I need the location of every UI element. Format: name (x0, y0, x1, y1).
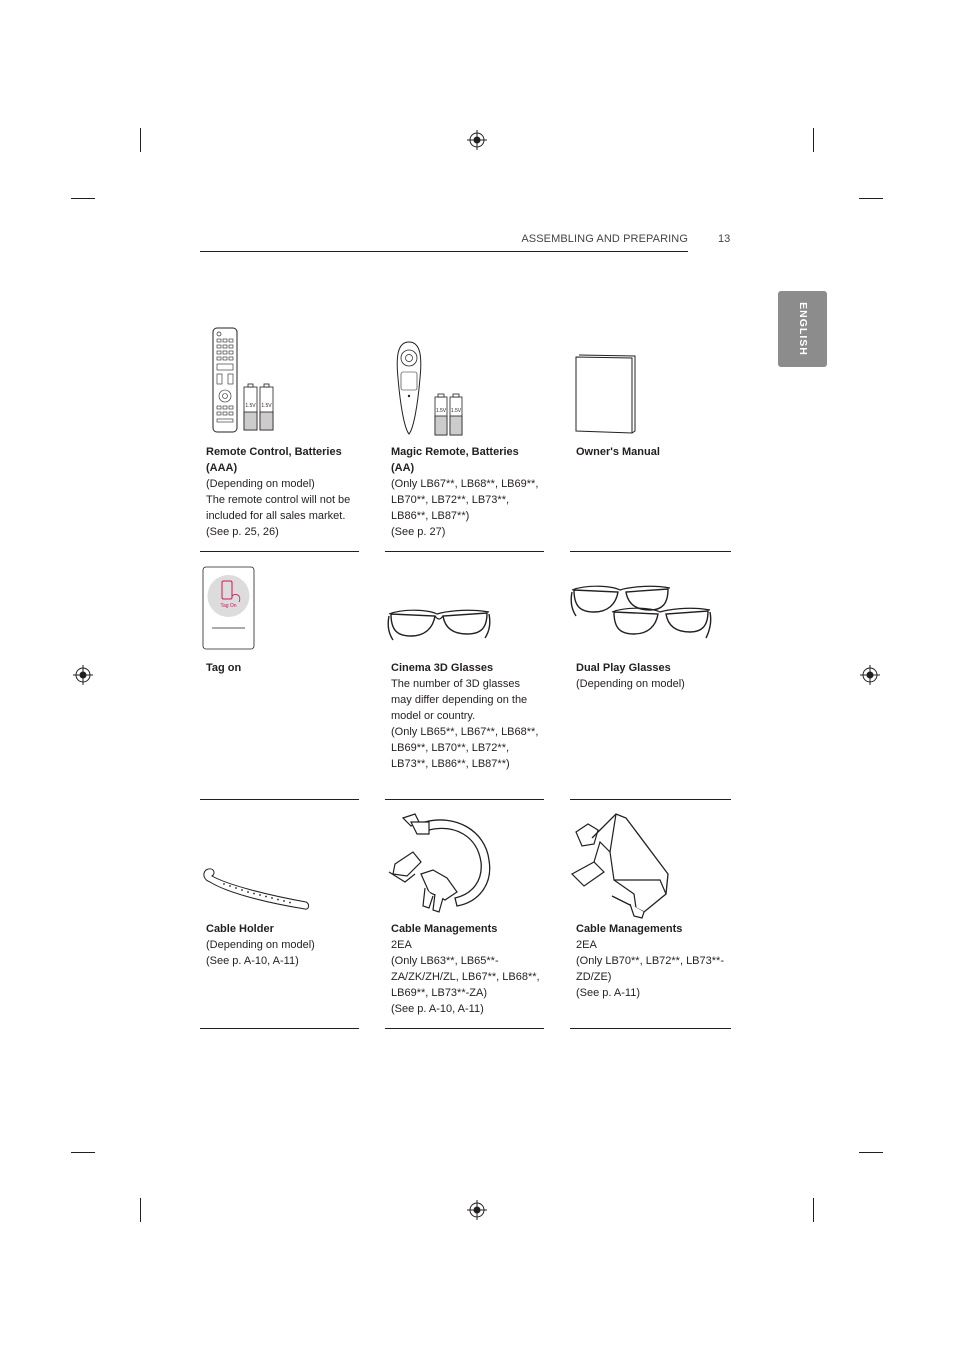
battery-label-1: 1.5V (245, 403, 256, 409)
item-description: The number of 3D glasses may differ depending on the model or country. (Only LB65**, LB67**, LB68**, LB69**, LB70**, LB72**, LB73**, LB86**, LB87**) (391, 678, 539, 770)
remote-control-illustration (210, 326, 290, 436)
magic-remote-illustration (393, 338, 473, 438)
language-tab (778, 291, 827, 367)
page-number: 13 (718, 233, 731, 245)
crop-mark-br-vertical (813, 1198, 814, 1222)
cable-management-clip-illustration (385, 812, 497, 916)
item-cinema-3d-glasses (385, 552, 544, 800)
item-rule (385, 1028, 544, 1029)
item-description: (Depending on model) (576, 678, 685, 690)
item-description: (Only LB67**, LB68**, LB69**, LB70**, LB72**, LB73**, LB86**, LB87**) (See p. 27) (391, 478, 539, 538)
item-rule (200, 1028, 359, 1029)
battery-label-2: 1.5V (261, 403, 272, 409)
item-description: 2EA (Only LB63**, LB65**-ZA/ZK/ZH/ZL, LB67**, LB68**, LB69**, LB73**-ZA) (See p. A-10, A-11) (391, 939, 540, 1015)
item-magic-remote (385, 320, 544, 552)
cable-holder-illustration (202, 864, 314, 914)
item-dual-play-glasses (570, 552, 729, 800)
item-title: Tag on (206, 662, 242, 674)
item-description: (Depending on model) The remote control will not be included for all sales market. (See p. 25, 26) (206, 478, 351, 538)
item-title: Cable Managements (576, 923, 683, 935)
item-title: Magic Remote, Batteries (AA) (391, 446, 519, 474)
item-cable-management-1 (385, 800, 544, 1029)
item-title: Owner's Manual (576, 446, 660, 458)
tag-on-illustration (202, 566, 258, 652)
crop-mark-tr-vertical (813, 128, 814, 152)
registration-mark-top (467, 130, 487, 150)
battery-label-1: 1.5V (435, 408, 447, 414)
crop-mark-tr-horizontal (859, 198, 883, 199)
item-owners-manual (570, 320, 729, 552)
item-remote-control (200, 320, 359, 552)
crop-mark-tl-horizontal (71, 198, 95, 199)
registration-mark-bottom (467, 1200, 487, 1220)
tag-on-label: Tag On (220, 603, 237, 609)
item-title: Dual Play Glasses (576, 662, 671, 674)
crop-mark-br-horizontal (859, 1152, 883, 1153)
dual-play-glasses-illustration (570, 580, 720, 650)
battery-label-2: 1.5V (450, 408, 462, 414)
item-cable-management-2 (570, 800, 729, 1029)
3d-glasses-illustration (385, 602, 495, 652)
crop-mark-tl-vertical (140, 128, 141, 152)
item-cable-holder (200, 800, 359, 1029)
cable-management-bracket-illustration (570, 812, 674, 920)
section-title: ASSEMBLING AND PREPARING (521, 233, 688, 245)
manual-book-illustration (574, 354, 640, 436)
crop-mark-bl-vertical (140, 1198, 141, 1222)
item-title: Remote Control, Batteries (AAA) (206, 446, 342, 474)
item-title: Cable Holder (206, 923, 274, 935)
item-description: (Depending on model) (See p. A-10, A-11) (206, 939, 315, 967)
header-rule (200, 251, 688, 252)
item-rule (570, 1028, 731, 1029)
registration-mark-left (73, 665, 93, 685)
language-tab-label: ENGLISH (796, 302, 809, 356)
crop-mark-bl-horizontal (71, 1152, 95, 1153)
item-title: Cable Managements (391, 923, 498, 935)
item-description: 2EA (Only LB70**, LB72**, LB73**-ZD/ZE) (See p. A-11) (576, 939, 724, 999)
item-title: Cinema 3D Glasses (391, 662, 494, 674)
item-tag-on (200, 552, 359, 800)
registration-mark-right (860, 665, 880, 685)
